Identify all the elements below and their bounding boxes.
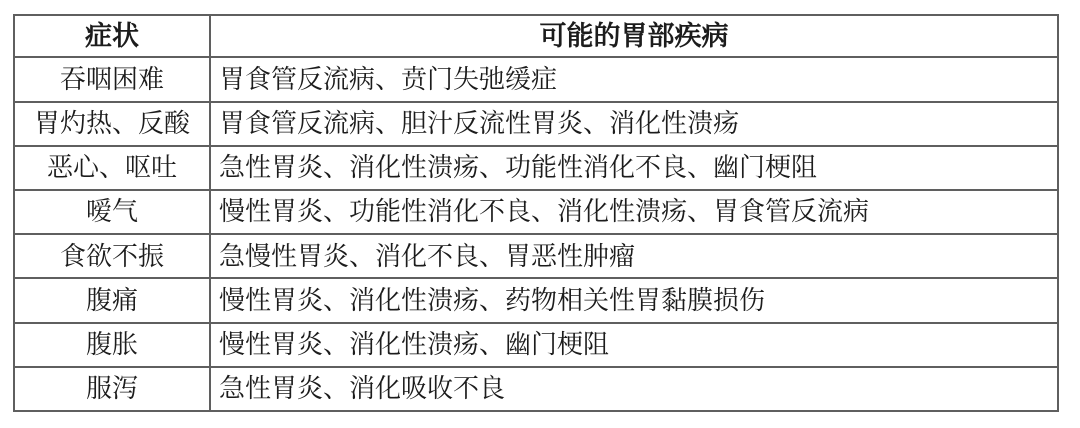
table-body bbox=[14, 57, 1058, 411]
symptom-cell: 嗳气 bbox=[14, 190, 210, 234]
diseases-cell: 胃食管反流病、贲门失弛缓症 bbox=[210, 57, 1058, 101]
diseases-cell: 慢性胃炎、消化性溃疡、幽门梗阻 bbox=[210, 323, 1058, 367]
table-header-row bbox=[14, 15, 1058, 57]
symptom-disease-table bbox=[13, 14, 1059, 412]
diseases-cell: 急慢性胃炎、消化不良、胃恶性肿瘤 bbox=[210, 234, 1058, 278]
symptom-column-header: 症状 bbox=[14, 15, 210, 57]
diseases-cell: 胃食管反流病、胆汁反流性胃炎、消化性溃疡 bbox=[210, 102, 1058, 146]
table-row bbox=[14, 234, 1058, 278]
disease-column-header: 可能的胃部疾病 bbox=[210, 15, 1058, 57]
symptom-cell: 服泻 bbox=[14, 367, 210, 411]
symptom-cell: 食欲不振 bbox=[14, 234, 210, 278]
table-row bbox=[14, 323, 1058, 367]
table-row bbox=[14, 57, 1058, 101]
table-row bbox=[14, 367, 1058, 411]
table-row bbox=[14, 190, 1058, 234]
symptom-cell: 胃灼热、反酸 bbox=[14, 102, 210, 146]
diseases-cell: 急性胃炎、消化性溃疡、功能性消化不良、幽门梗阻 bbox=[210, 146, 1058, 190]
symptom-cell: 吞咽困难 bbox=[14, 57, 210, 101]
diseases-cell: 慢性胃炎、消化性溃疡、药物相关性胃黏膜损伤 bbox=[210, 278, 1058, 322]
table-row bbox=[14, 278, 1058, 322]
symptom-cell: 腹胀 bbox=[14, 323, 210, 367]
diseases-cell: 急性胃炎、消化吸收不良 bbox=[210, 367, 1058, 411]
symptom-cell: 恶心、呕吐 bbox=[14, 146, 210, 190]
symptom-cell: 腹痛 bbox=[14, 278, 210, 322]
diseases-cell: 慢性胃炎、功能性消化不良、消化性溃疡、胃食管反流病 bbox=[210, 190, 1058, 234]
table-row bbox=[14, 146, 1058, 190]
table-row bbox=[14, 102, 1058, 146]
